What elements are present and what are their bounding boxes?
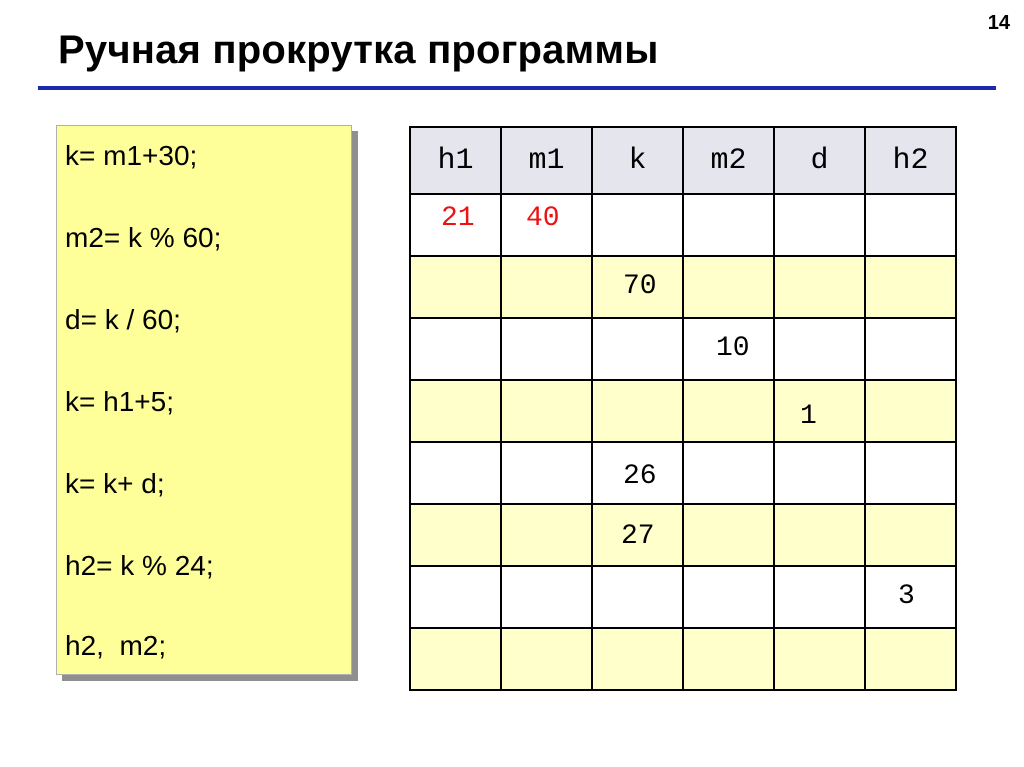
table-cell: [501, 628, 592, 690]
cell-value: 10: [716, 333, 750, 364]
table-cell: [592, 318, 683, 380]
table-row: [410, 318, 956, 380]
column-header-m1: m1: [501, 127, 592, 194]
table-cell: [774, 442, 865, 504]
code-line-4: k= h1+5;: [65, 386, 174, 417]
table-cell: [501, 256, 592, 318]
table-cell: [774, 504, 865, 566]
trace-table: [409, 126, 957, 691]
table-cell: [865, 318, 956, 380]
table-cell: [865, 628, 956, 690]
table-cell: [410, 256, 501, 318]
table-cell: [410, 380, 501, 442]
cell-value: 21: [441, 203, 475, 234]
table-row: [410, 442, 956, 504]
table-cell: [683, 380, 774, 442]
table-cell: [683, 566, 774, 628]
trace-table-header-row: [410, 127, 956, 194]
table-cell: [592, 256, 683, 318]
table-cell: [774, 380, 865, 442]
table-cell: [592, 380, 683, 442]
code-line-1: k= m1+30;: [65, 140, 198, 171]
column-header-m2: m2: [683, 127, 774, 194]
table-row: [410, 256, 956, 318]
table-cell: [501, 318, 592, 380]
column-header-h2: h2: [865, 127, 956, 194]
table-cell: [683, 442, 774, 504]
code-line-3: d= k / 60;: [65, 304, 181, 335]
table-cell: [410, 194, 501, 256]
table-row: [410, 194, 956, 256]
table-row: [410, 380, 956, 442]
table-cell: [774, 256, 865, 318]
table-cell: [501, 504, 592, 566]
slide-title: Ручная прокрутка программы: [58, 28, 659, 72]
table-cell: [865, 504, 956, 566]
table-row: [410, 566, 956, 628]
table-cell: [592, 442, 683, 504]
table-cell: [865, 194, 956, 256]
table-cell: [683, 318, 774, 380]
table-cell: [865, 566, 956, 628]
table-cell: [501, 566, 592, 628]
table-cell: [774, 318, 865, 380]
table-cell: [683, 628, 774, 690]
table-cell: [410, 442, 501, 504]
table-cell: [501, 380, 592, 442]
table-row: [410, 628, 956, 690]
table-cell: [410, 628, 501, 690]
table-cell: [774, 194, 865, 256]
code-line-7: h2, m2;: [65, 630, 167, 661]
table-cell: [683, 256, 774, 318]
code-line-5: k= k+ d;: [65, 468, 165, 499]
table-cell: [592, 504, 683, 566]
code-panel: [56, 125, 352, 675]
table-cell: [410, 504, 501, 566]
table-cell: [683, 194, 774, 256]
table-cell: [592, 628, 683, 690]
table-cell: [865, 256, 956, 318]
table-row: [410, 504, 956, 566]
cell-value: 40: [526, 203, 560, 234]
title-divider: [38, 86, 996, 90]
table-cell: [865, 442, 956, 504]
table-cell: [410, 566, 501, 628]
table-cell: [683, 504, 774, 566]
cell-value: 3: [898, 581, 915, 612]
cell-value: 70: [623, 271, 657, 302]
column-header-d: d: [774, 127, 865, 194]
code-line-2: m2= k % 60;: [65, 222, 222, 253]
table-cell: [774, 566, 865, 628]
table-cell: [501, 442, 592, 504]
column-header-k: k: [592, 127, 683, 194]
cell-value: 26: [623, 461, 657, 492]
code-line-6: h2= k % 24;: [65, 550, 214, 581]
table-cell: [865, 380, 956, 442]
table-cell: [501, 194, 592, 256]
table-cell: [592, 194, 683, 256]
table-cell: [774, 628, 865, 690]
table-cell: [410, 318, 501, 380]
table-cell: [592, 566, 683, 628]
column-header-h1: h1: [410, 127, 501, 194]
cell-value: 1: [800, 401, 817, 432]
page-number: 14: [987, 12, 1010, 34]
cell-value: 27: [621, 521, 655, 552]
